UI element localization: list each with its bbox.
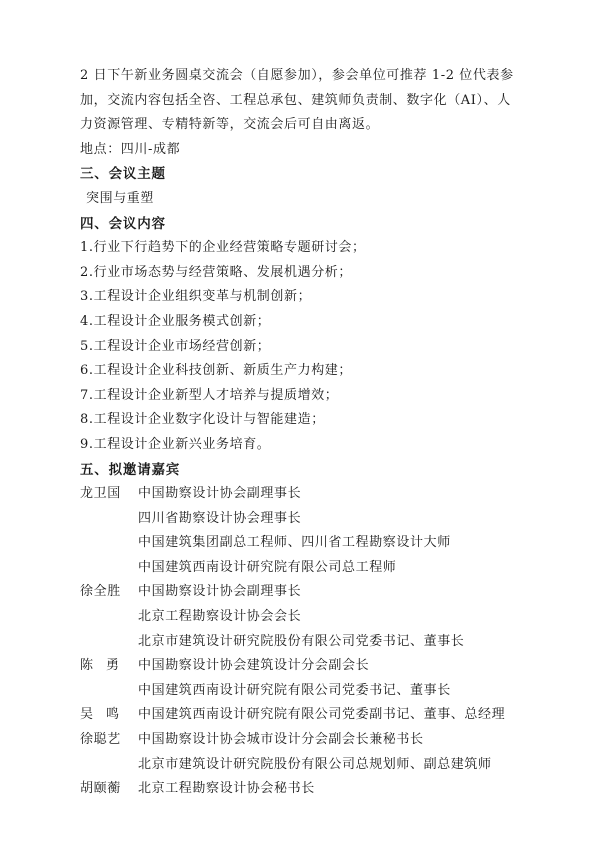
section-heading-guests: 五、拟邀请嘉宾 bbox=[80, 461, 181, 478]
content-list-item: 2.行业市场态势与经营策略、发展机遇分析； bbox=[80, 264, 353, 280]
section-heading-content: 四、会议内容 bbox=[80, 215, 166, 232]
guest-entry bbox=[80, 580, 550, 654]
content-list-item: 1.行业下行趋势下的企业经营策略专题研讨会； bbox=[80, 240, 366, 256]
content-list bbox=[80, 236, 550, 457]
guest-title: 中国建筑西南设计研究院有限公司党委副书记、董事、总经理 bbox=[138, 707, 506, 723]
guest-entry bbox=[80, 654, 550, 703]
intro-paragraph bbox=[80, 64, 550, 138]
meeting-theme: 突围与重塑 bbox=[86, 190, 155, 206]
guest-title: 中国勘察设计协会建筑设计分会副会长 bbox=[138, 658, 370, 674]
guest-title: 中国勘察设计协会副理事长 bbox=[138, 486, 302, 502]
guest-title: 中国建筑西南设计研究院有限公司总工程师 bbox=[138, 559, 397, 575]
content-list-item: 4.工程设计企业服务模式创新； bbox=[80, 313, 271, 329]
guest-entry bbox=[80, 728, 550, 777]
guest-entry bbox=[80, 777, 550, 802]
guest-name: 陈勇 bbox=[80, 658, 133, 674]
content-list-item: 7.工程设计企业新型人才培养与提质增效； bbox=[80, 387, 339, 403]
guest-list bbox=[80, 482, 550, 802]
content-list-item: 8.工程设计企业数字化设计与智能建造； bbox=[80, 412, 325, 428]
guest-titles bbox=[138, 777, 315, 802]
intro-line: 力资源管理、专精特新等，交流会后可自由离返。 bbox=[80, 117, 380, 133]
guest-title: 中国建筑集团副总工程师、四川省工程勘察设计大师 bbox=[138, 535, 451, 551]
intro-line: 2 日下午新业务圆桌交流会（自愿参加），参会单位可推荐 1-2 位代表参 bbox=[80, 68, 514, 83]
guest-title: 中国勘察设计协会副理事长 bbox=[138, 584, 302, 600]
content-list-item: 6.工程设计企业科技创新、新质生产力构建； bbox=[80, 363, 353, 379]
content-list-item: 5.工程设计企业市场经营创新； bbox=[80, 338, 271, 354]
guest-entry bbox=[80, 703, 550, 728]
section-heading-theme: 三、会议主题 bbox=[80, 166, 166, 183]
guest-title: 中国勘察设计协会城市设计分会副会长兼秘书长 bbox=[138, 732, 424, 748]
content-list-item: 3.工程设计企业组织变革与机制创新； bbox=[80, 289, 312, 305]
document-page bbox=[80, 64, 550, 802]
guest-name: 胡颐蘅 bbox=[80, 781, 121, 797]
guest-title: 北京工程勘察设计协会会长 bbox=[138, 609, 302, 625]
guest-name: 徐全胜 bbox=[80, 584, 121, 600]
guest-titles bbox=[138, 580, 464, 654]
guest-title: 北京工程勘察设计协会秘书长 bbox=[138, 781, 315, 797]
intro-line: 加，交流内容包括全咨、工程总承包、建筑师负责制、数字化（AI）、人 bbox=[80, 92, 511, 108]
guest-title: 四川省勘察设计协会理事长 bbox=[138, 510, 302, 526]
guest-titles bbox=[138, 728, 492, 777]
guest-title: 北京市建筑设计研究院股份有限公司总规划师、副总建筑师 bbox=[138, 756, 492, 772]
guest-entry bbox=[80, 482, 550, 580]
location-line: 地点：四川-成都 bbox=[80, 141, 181, 157]
content-list-item: 9.工程设计企业新兴业务培育。 bbox=[80, 436, 271, 452]
guest-title: 中国建筑西南设计研究院有限公司党委书记、董事长 bbox=[138, 682, 451, 698]
guest-titles bbox=[138, 482, 451, 580]
guest-titles bbox=[138, 703, 505, 728]
guest-name: 徐聪艺 bbox=[80, 732, 121, 748]
guest-name: 龙卫国 bbox=[80, 486, 121, 502]
guest-titles bbox=[138, 654, 451, 703]
guest-title: 北京市建筑设计研究院股份有限公司党委书记、董事长 bbox=[138, 633, 465, 649]
guest-name: 吴鸣 bbox=[80, 707, 133, 723]
